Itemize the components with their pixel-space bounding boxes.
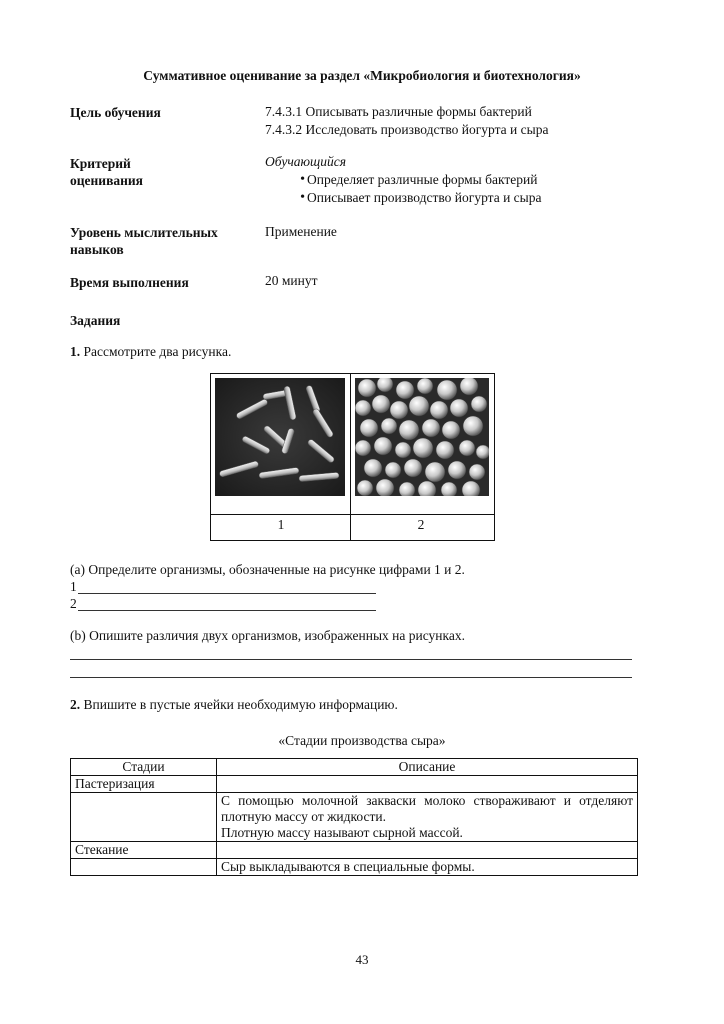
stages-table-title: «Стадии производства сыра» xyxy=(278,733,446,748)
page-number: 43 xyxy=(355,952,369,967)
stage-cell: Стекание xyxy=(71,842,217,859)
cheese-stages-table xyxy=(70,758,638,876)
description-cell-empty[interactable] xyxy=(217,842,638,859)
criteria-bullet: • Определяет различные формы бактерий xyxy=(265,171,541,189)
answer-label: 2 xyxy=(70,596,77,611)
table-row xyxy=(71,842,638,859)
figure-label: 2 xyxy=(417,517,425,532)
stage-cell: Пастеризация xyxy=(71,776,217,793)
criteria-label-line: оценивания xyxy=(70,173,143,188)
document-title: Суммативное оценивание за раздел «Микробиология и биотехнология» xyxy=(143,68,581,83)
description-cell xyxy=(217,793,638,842)
task2-prompt xyxy=(70,697,398,713)
criteria-label xyxy=(70,155,143,189)
task1-text: Рассмотрите два рисунка. xyxy=(83,344,232,359)
table-row xyxy=(71,776,638,793)
goal-item: 7.4.3.1 Описывать различные формы бактерий xyxy=(265,104,532,119)
goal-items xyxy=(265,103,548,139)
rod-bacteria-image xyxy=(215,378,345,496)
skill-value: Применение xyxy=(265,224,337,239)
table-row xyxy=(71,859,638,876)
task1-part-b: (b) Опишите различия двух организмов, изображенных на рисунках. xyxy=(70,628,465,643)
description-text: Плотную массу называют сырной массой. xyxy=(221,825,463,840)
coccus-bacteria-image xyxy=(355,378,489,496)
figure-table-divider xyxy=(350,374,351,540)
task1-number: 1. xyxy=(70,344,81,359)
criteria-bullet: • Описывает производство йогурта и сыра xyxy=(265,189,541,207)
skill-label xyxy=(70,224,218,258)
description-text: С помощью молочной закваски молоко створаживают и отделяют плотную массу от жидкости. xyxy=(221,793,633,824)
task1-prompt xyxy=(70,344,231,360)
criteria-intro: Обучающийся xyxy=(265,154,347,169)
stage-cell-empty[interactable] xyxy=(71,859,217,876)
answer-line[interactable] xyxy=(78,593,376,594)
figure-table xyxy=(210,373,495,541)
answer-label: 1 xyxy=(70,579,77,594)
answer-line[interactable] xyxy=(78,610,376,611)
goal-label: Цель обучения xyxy=(70,105,161,120)
header-cell: Описание xyxy=(217,759,638,776)
answer-line[interactable] xyxy=(70,677,632,678)
criteria-value xyxy=(265,153,541,207)
criteria-label-line: Критерий xyxy=(70,156,131,171)
task1-part-a: (a) Определите организмы, обозначенные на рисунке цифрами 1 и 2. xyxy=(70,562,465,577)
goal-item: 7.4.3.2 Исследовать производство йогурта и сыра xyxy=(265,122,549,137)
table-header-row xyxy=(71,759,638,776)
tasks-heading: Задания xyxy=(70,313,121,328)
figure-table-divider xyxy=(211,514,494,515)
task2-number: 2. xyxy=(70,697,81,712)
stage-cell-empty[interactable] xyxy=(71,793,217,842)
header-cell: Стадии xyxy=(71,759,217,776)
description-cell-empty[interactable] xyxy=(217,776,638,793)
table-row xyxy=(71,793,638,842)
description-cell xyxy=(217,859,638,876)
task2-text: Впишите в пустые ячейки необходимую информацию. xyxy=(83,697,398,712)
time-label: Время выполнения xyxy=(70,275,189,290)
figure-label: 1 xyxy=(277,517,285,532)
time-value: 20 минут xyxy=(265,273,318,288)
answer-line[interactable] xyxy=(70,659,632,660)
description-text: Сыр выкладываются в специальные формы. xyxy=(221,859,475,874)
skill-label-line: Уровень мыслительных xyxy=(70,225,218,240)
skill-label-line: навыков xyxy=(70,242,124,257)
